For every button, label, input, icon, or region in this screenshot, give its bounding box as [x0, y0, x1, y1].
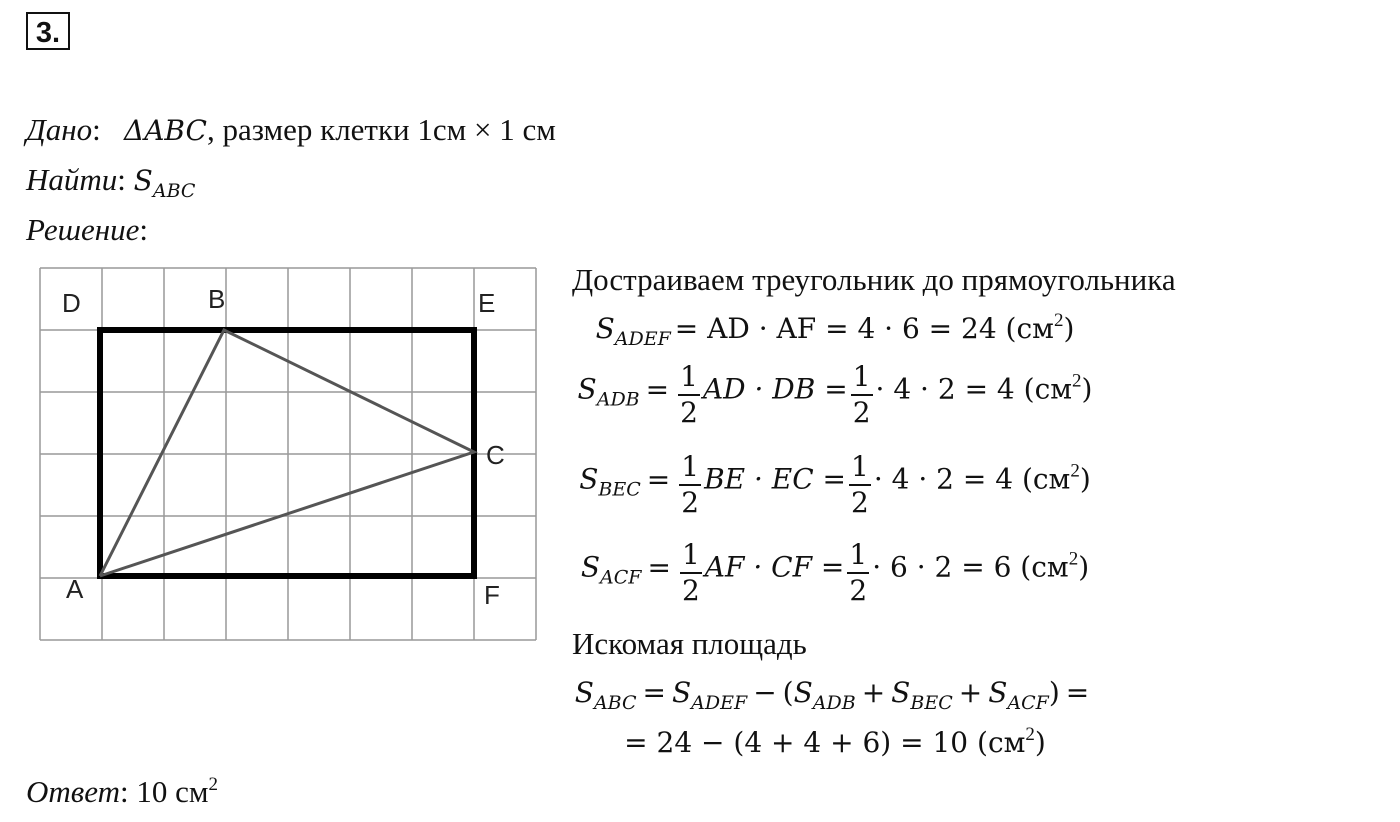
- eq-sub: ADB: [596, 388, 640, 411]
- eq-sub: BEC: [598, 478, 641, 501]
- eq-sq: 2: [1070, 460, 1080, 482]
- eq-body: · 4 · 2 = 4 (см: [875, 372, 1073, 406]
- given-text: , размер клетки 1см × 1 см: [206, 112, 556, 147]
- fraction-half: $\frac{1}{2}$: [849, 538, 868, 607]
- eq-body: · 4 · 2 = 4 (см: [873, 462, 1071, 496]
- solution-label: Решение: [26, 212, 140, 247]
- complete-text: Достраиваем треугольник до прямоугольника: [572, 262, 1176, 297]
- label-C: C: [486, 440, 505, 470]
- final-equation-line2: = 24 − (4 + 4 + 6) = 10 (см2): [624, 724, 1046, 759]
- final-result: = 24 − (4 + 4 + 6) = 10 (см: [624, 726, 1026, 759]
- equation-acf: SACF = $\frac{1}{2}$ AF · CF = $\frac{1}{2}$ · 6 · 2 = 6 (см2): [580, 538, 1090, 607]
- label-B: B: [208, 284, 226, 314]
- equation-bec: SBEC = $\frac{1}{2}$ BE · EC = $\frac{1}{2}$ · 4 · 2 = 4 (см2): [579, 450, 1091, 519]
- eq-mid: BE · EC =: [704, 462, 847, 496]
- find-line: Найти: $S_{ABC}$: [26, 162, 196, 202]
- rectangle-adef: [100, 330, 474, 576]
- eq-sub: ADEF: [614, 328, 671, 350]
- eq-tail: ): [1081, 372, 1093, 406]
- eq-S: S: [580, 550, 601, 584]
- given-line: Дано: ΔABC, размер клетки 1см × 1 см: [26, 112, 556, 147]
- eq-sq: 2: [1072, 370, 1082, 392]
- find-sub: ABC: [152, 180, 196, 202]
- eq-sub: ACF: [600, 566, 642, 589]
- given-label: Дано: [26, 112, 93, 147]
- find-S: S: [133, 164, 153, 197]
- final-equation-line1: SABC = SADEF − (SADB + SBEC + SACF) =: [574, 676, 1090, 714]
- answer-line: Ответ: 10 $см^2$: [26, 774, 218, 809]
- find-label: Найти: [26, 162, 118, 197]
- equation-adb: SADB = $\frac{1}{2}$ AD · DB = $\frac{1}{2}$ · 4 · 2 = 4 (см2): [577, 360, 1093, 429]
- area-text: Искомая площадь: [572, 626, 807, 661]
- eq-tail: ): [1079, 462, 1091, 496]
- fraction-half: $\frac{1}{2}$: [680, 360, 698, 429]
- fraction-half: $\frac{1}{2}$: [851, 450, 869, 519]
- label-A: A: [66, 574, 84, 604]
- given-triangle: ΔABC: [123, 114, 207, 147]
- solution-line: Решение:: [26, 212, 148, 247]
- eq-S: S: [577, 372, 597, 406]
- eq-sq: 2: [1053, 310, 1064, 331]
- label-E: E: [478, 288, 496, 318]
- answer-sq: 2: [208, 774, 218, 795]
- problem-number: 3.: [26, 12, 70, 50]
- eq-tail: ): [1078, 550, 1090, 584]
- answer-value: 10 см: [136, 774, 209, 809]
- eq-mid: AD · DB =: [702, 372, 848, 406]
- equation-adef: [455, 310, 1215, 350]
- eq-body: · 6 · 2 = 6 (см: [872, 550, 1069, 584]
- eq-tail: ): [1063, 312, 1075, 345]
- label-D: D: [62, 288, 81, 318]
- eq-S: S: [595, 312, 615, 345]
- eq-sq: 2: [1068, 548, 1079, 570]
- eq-mid: AF · CF =: [704, 550, 845, 584]
- fraction-half: $\frac{1}{2}$: [681, 538, 700, 607]
- label-F: F: [484, 580, 500, 610]
- triangle-abc: [100, 330, 474, 576]
- eq-S: S: [579, 462, 599, 496]
- answer-label: Ответ: [26, 774, 120, 809]
- fraction-half: $\frac{1}{2}$: [852, 360, 871, 429]
- eq-body: = AD · AF = 4 · 6 = 24 (см: [674, 312, 1054, 345]
- fraction-half: $\frac{1}{2}$: [681, 450, 700, 519]
